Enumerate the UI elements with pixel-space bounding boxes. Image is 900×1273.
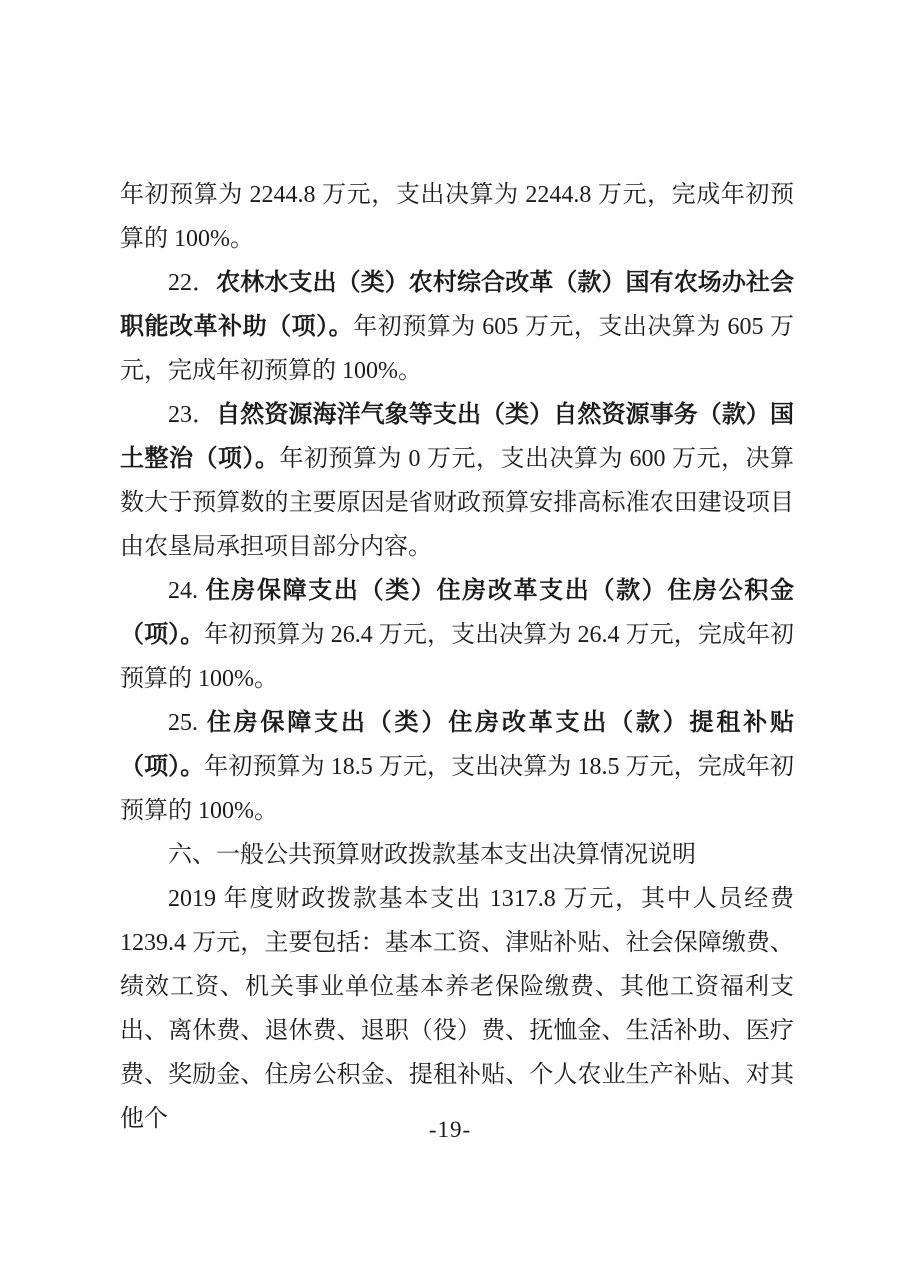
item-title: 自然资源海洋气象等支出（类）自然资源事务（款）国土整治（项）。 [120,402,795,472]
item-title: 住房保障支出（类）住房改革支出（款）住房公积金（项）。 [120,578,795,648]
item-number: 25. [168,710,207,736]
item-body: 年初预算为 0 万元，支出决算为 600 万元，决算数大于预算数的主要原因是省财政预算安排高标准农田建设项目由农垦局承担项目部分内容。 [120,446,794,560]
page-body-text [120,173,794,1141]
budget-item-25 [120,701,794,833]
item-number: 22． [168,270,217,296]
item-title: 住房保障支出（类）住房改革支出（款）提租补贴（项）。 [120,710,795,780]
paragraph-continuation: 年初预算为 2244.8 万元，支出决算为 2244.8 万元，完成年初预算的 100%。 [120,182,794,252]
section-body: 2019 年度财政拨款基本支出 1317.8 万元，其中人员经费 1239.4 万元，主要包括：基本工资、津贴补贴、社会保障缴费、绩效工资、机关事业单位基本养老保险缴费、其他工资福利支出、离休费、退休费、退职（役）费、抚恤金、生活补助、医疗费、奖励金、住房公积金、提租补贴、个人农业生产补贴、对其他个 [120,886,794,1132]
budget-item-23 [120,393,794,569]
section-heading: 六、一般公共预算财政拨款基本支出决算情况说明 [168,842,696,868]
item-number: 24. [168,578,206,604]
budget-item-22 [120,261,794,393]
item-title: 农林水支出（类）农村综合改革（款）国有农场办社会职能改革补助（项）。 [120,270,795,340]
budget-item-24 [120,569,794,701]
item-body: 年初预算为 605 万元，支出决算为 605 万元，完成年初预算的 100%。 [120,314,795,384]
item-body: 年初预算为 18.5 万元，支出决算为 18.5 万元，完成年初预算的 100%。 [120,754,794,824]
item-number: 23． [168,402,217,428]
page-number: -19- [428,1117,472,1142]
item-body: 年初预算为 26.4 万元，支出决算为 26.4 万元，完成年初预算的 100%。 [120,622,794,692]
